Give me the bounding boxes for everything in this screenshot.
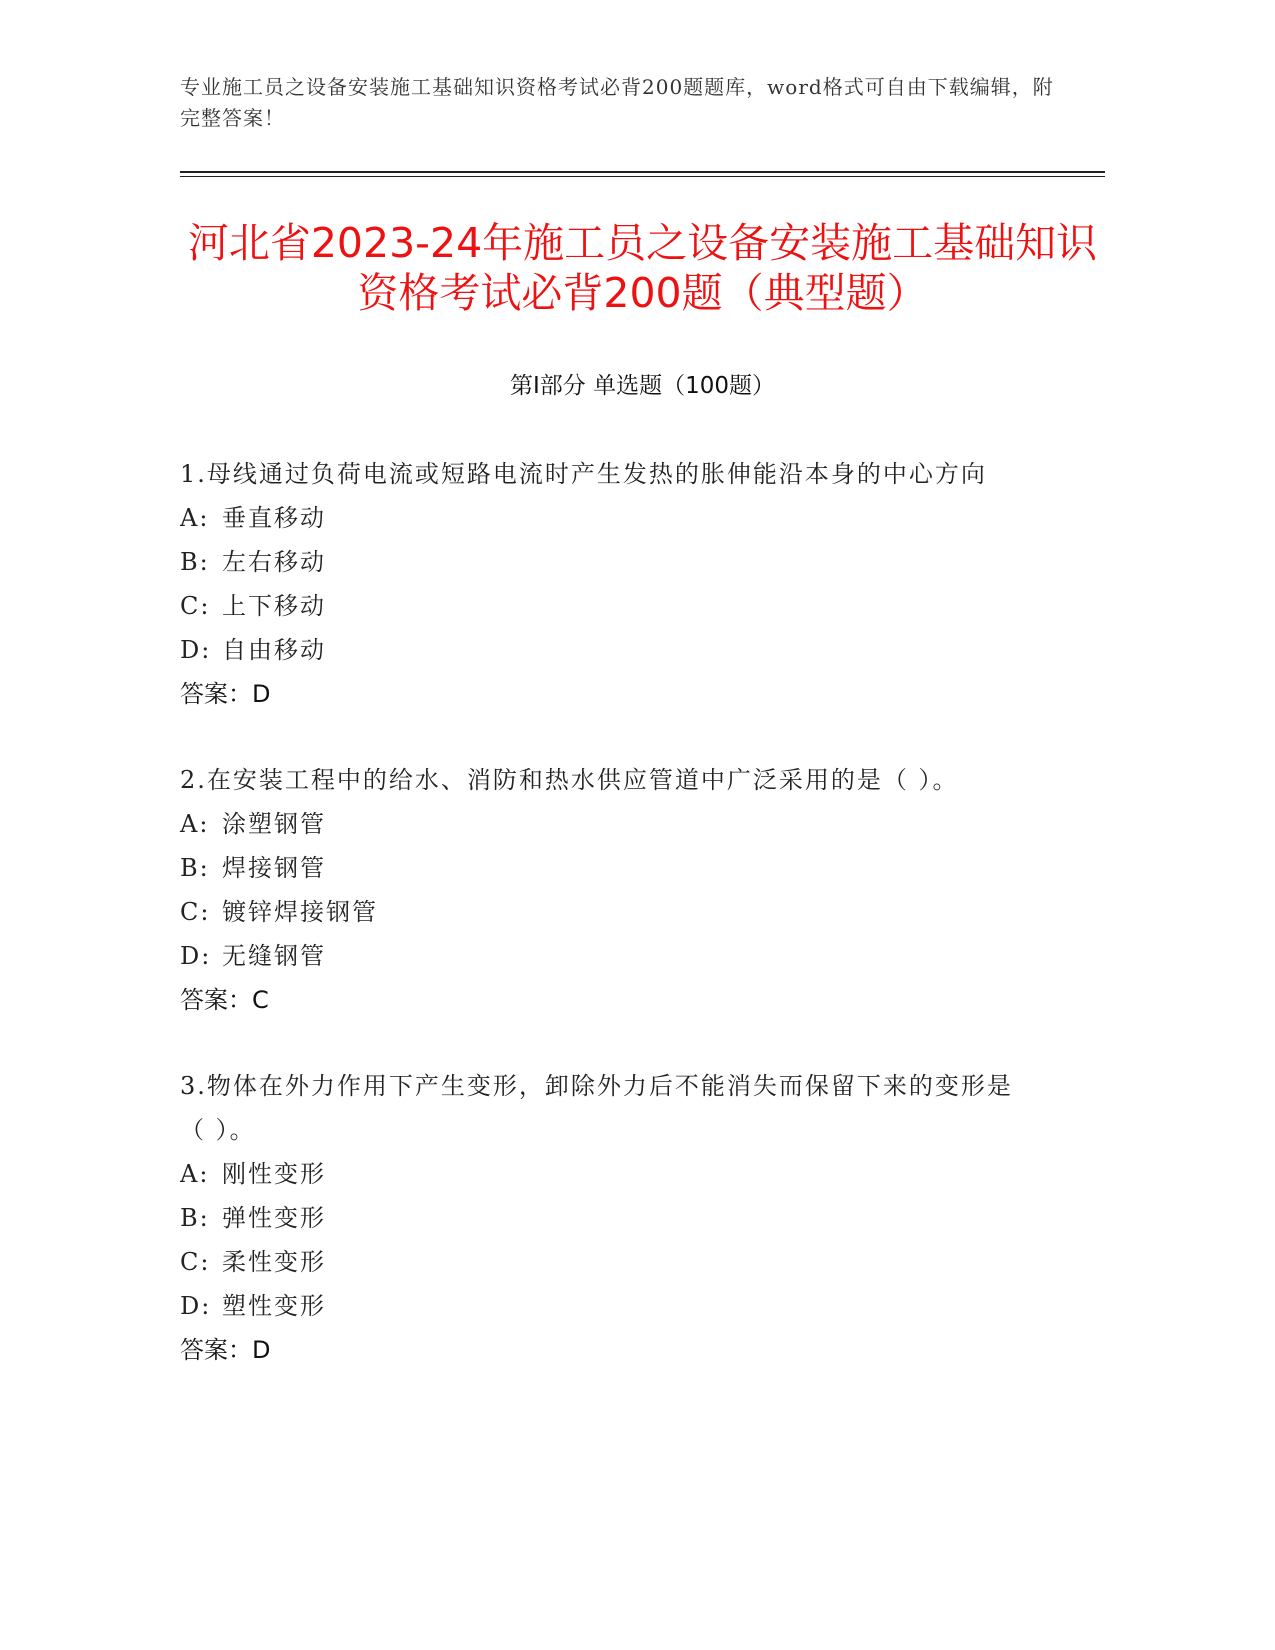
option-text: 自由移动 bbox=[222, 636, 326, 664]
question-text: 3.物体在外力作用下产生变形，卸除外力后不能消失而保留下来的变形是（ ）。 bbox=[180, 1072, 1013, 1144]
answer-label: 答案： bbox=[180, 986, 252, 1014]
option-text: 刚性变形 bbox=[222, 1160, 326, 1188]
option-text: 左右移动 bbox=[222, 548, 326, 576]
option-a bbox=[180, 496, 1030, 540]
answer-line bbox=[180, 672, 1030, 716]
option-d bbox=[180, 934, 1030, 978]
header-rule-thick bbox=[180, 171, 1105, 173]
option-key: C: bbox=[180, 898, 211, 926]
option-text: 无缝钢管 bbox=[222, 942, 326, 970]
option-text: 焊接钢管 bbox=[222, 854, 326, 882]
header-rule-thin bbox=[180, 176, 1105, 177]
option-a bbox=[180, 1152, 1030, 1196]
option-d bbox=[180, 1284, 1030, 1328]
header-note: 专业施工员之设备安装施工基础知识资格考试必背200题题库，word格式可自由下载编辑，附完整答案！ bbox=[180, 75, 1054, 130]
answer-value: D bbox=[252, 1336, 271, 1364]
option-text: 镀锌焊接钢管 bbox=[222, 898, 378, 926]
option-d bbox=[180, 628, 1030, 672]
question-3 bbox=[180, 1064, 1030, 1372]
option-b bbox=[180, 1196, 1030, 1240]
question-1 bbox=[180, 452, 1030, 716]
option-b bbox=[180, 846, 1030, 890]
option-a bbox=[180, 802, 1030, 846]
option-key: B: bbox=[180, 1204, 210, 1232]
answer-value: D bbox=[252, 680, 271, 708]
option-b bbox=[180, 540, 1030, 584]
option-key: A: bbox=[180, 504, 210, 532]
answer-label: 答案： bbox=[180, 1336, 252, 1364]
section-title: 第I部分 单选题（100题） bbox=[510, 373, 775, 399]
answer-line bbox=[180, 978, 1030, 1022]
option-key: C: bbox=[180, 1248, 211, 1276]
option-text: 涂塑钢管 bbox=[222, 810, 326, 838]
question-2 bbox=[180, 758, 1030, 1022]
option-key: B: bbox=[180, 548, 210, 576]
option-text: 柔性变形 bbox=[222, 1248, 326, 1276]
option-key: B: bbox=[180, 854, 210, 882]
option-text: 垂直移动 bbox=[222, 504, 326, 532]
option-key: C: bbox=[180, 592, 211, 620]
option-key: A: bbox=[180, 1160, 210, 1188]
option-c bbox=[180, 890, 1030, 934]
option-c bbox=[180, 584, 1030, 628]
option-key: D: bbox=[180, 636, 212, 664]
option-text: 弹性变形 bbox=[222, 1204, 326, 1232]
question-text: 2.在安装工程中的给水、消防和热水供应管道中广泛采用的是（ ）。 bbox=[180, 766, 959, 794]
option-key: D: bbox=[180, 942, 212, 970]
question-list bbox=[180, 452, 1030, 1414]
option-key: A: bbox=[180, 810, 210, 838]
option-c bbox=[180, 1240, 1030, 1284]
answer-line bbox=[180, 1328, 1030, 1372]
document-title: 河北省2023-24年施工员之设备安装施工基础知识资格考试必背200题（典型题） bbox=[187, 219, 1098, 317]
answer-value: C bbox=[252, 986, 269, 1014]
answer-label: 答案： bbox=[180, 680, 252, 708]
option-text: 上下移动 bbox=[222, 592, 326, 620]
question-text: 1.母线通过负荷电流或短路电流时产生发热的胀伸能沿本身的中心方向 bbox=[180, 460, 987, 488]
option-key: D: bbox=[180, 1292, 212, 1320]
option-text: 塑性变形 bbox=[222, 1292, 326, 1320]
